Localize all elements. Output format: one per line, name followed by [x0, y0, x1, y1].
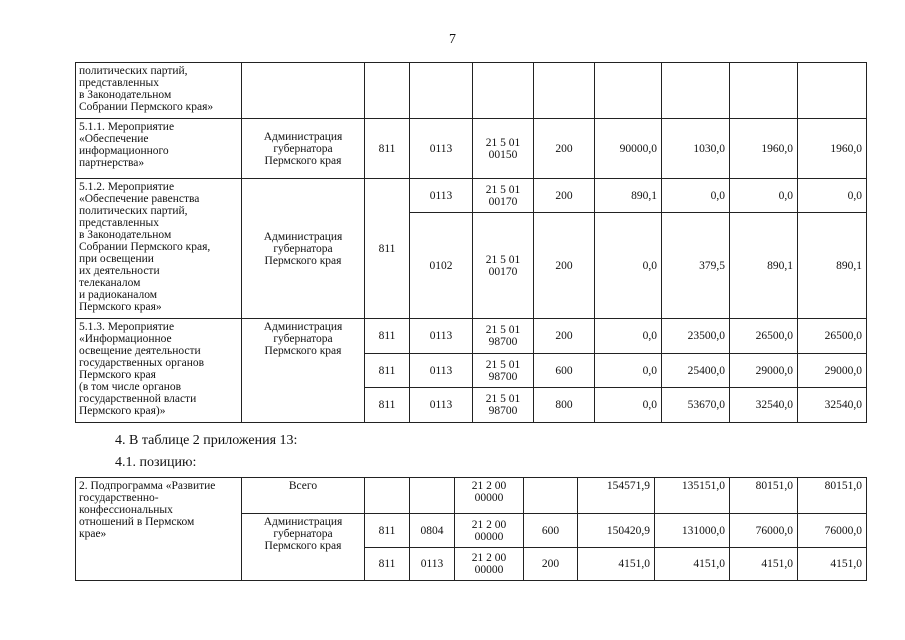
cell-v4: 0,0	[798, 179, 867, 213]
cell-section: 0804	[410, 514, 455, 548]
cell-vr: 200	[534, 179, 595, 213]
cell-vr: 800	[534, 388, 595, 423]
cell-section: 0113	[410, 548, 455, 581]
cell-v1: 0,0	[595, 354, 662, 388]
cell-v1: 4151,0	[578, 548, 655, 581]
cell-v2: 379,5	[662, 213, 730, 319]
cell-section: 0113	[410, 179, 473, 213]
cell-v2: 135151,0	[655, 478, 730, 514]
cell-v2: 53670,0	[662, 388, 730, 423]
cell-v1: 154571,9	[578, 478, 655, 514]
cell-csr: 21 5 01 00150	[473, 119, 534, 179]
cell-name: 2. Подпрограмма «Развитие государственно- конфессиональных отношений в Пермском крае»	[76, 478, 242, 581]
cell-v4: 4151,0	[798, 548, 867, 581]
cell-v3: 1960,0	[730, 119, 798, 179]
table-row	[76, 119, 867, 179]
cell-csr: 21 5 01 98700	[473, 354, 534, 388]
table-row	[76, 63, 867, 119]
cell-section: 0113	[410, 319, 473, 354]
cell-v1: 890,1	[595, 179, 662, 213]
cell-org: Администрация губернатора Пермского края	[242, 514, 365, 581]
cell-code: 811	[365, 319, 410, 354]
cell-csr: 21 5 01 00170	[473, 179, 534, 213]
cell-v2: 4151,0	[655, 548, 730, 581]
cell-csr: 21 5 01 00170	[473, 213, 534, 319]
cell-v1: 0,0	[595, 388, 662, 423]
cell-vr: 200	[534, 319, 595, 354]
cell-v2: 0,0	[662, 179, 730, 213]
cell-name: 5.1.3. Мероприятие «Информационное освещение деятельности государственных органов Пермского края (в том числе органов государственной власти Пермского края)»	[76, 319, 242, 423]
cell-section: 0102	[410, 213, 473, 319]
cell-csr: 21 2 00 00000	[455, 548, 524, 581]
budget-table-2	[75, 477, 867, 581]
cell-section: 0113	[410, 119, 473, 179]
cell-v3: 80151,0	[730, 478, 798, 514]
cell-section: 0113	[410, 354, 473, 388]
cell-v4: 80151,0	[798, 478, 867, 514]
paragraph-position: 4.1. позицию:	[115, 455, 197, 470]
cell-name: 5.1.2. Мероприятие «Обеспечение равенства политических партий, представленных в Законодательном Собрании Пермского края, при освещении их деятельности телеканалом и радиоканалом Пермского края»	[76, 179, 242, 319]
cell-name: политических партий, представленных в Законодательном Собрании Пермского края»	[76, 63, 242, 119]
cell-vr: 600	[524, 514, 578, 548]
cell-v2: 25400,0	[662, 354, 730, 388]
budget-table-1	[75, 62, 867, 423]
cell-v4: 1960,0	[798, 119, 867, 179]
cell-v3: 890,1	[730, 213, 798, 319]
paragraph-table2-amendment: 4. В таблице 2 приложения 13:	[115, 433, 298, 448]
cell-code: 811	[365, 179, 410, 319]
cell-v3: 76000,0	[730, 514, 798, 548]
cell-v3: 4151,0	[730, 548, 798, 581]
cell-vr: 600	[534, 354, 595, 388]
cell-v2: 1030,0	[662, 119, 730, 179]
cell-csr: 21 5 01 98700	[473, 388, 534, 423]
cell-v4: 29000,0	[798, 354, 867, 388]
cell-code: 811	[365, 354, 410, 388]
cell-vr: 200	[534, 119, 595, 179]
table-row	[76, 319, 867, 354]
cell-csr: 21 5 01 98700	[473, 319, 534, 354]
cell-vr: 200	[524, 548, 578, 581]
cell-vr: 200	[534, 213, 595, 319]
cell-org: Всего	[242, 478, 365, 514]
cell-code: 811	[365, 119, 410, 179]
table-row	[76, 179, 867, 213]
cell-csr: 21 2 00 00000	[455, 514, 524, 548]
cell-v3: 32540,0	[730, 388, 798, 423]
cell-v3: 26500,0	[730, 319, 798, 354]
cell-v4: 890,1	[798, 213, 867, 319]
cell-code: 811	[365, 548, 410, 581]
cell-v1: 90000,0	[595, 119, 662, 179]
cell-v1: 0,0	[595, 319, 662, 354]
cell-v1: 0,0	[595, 213, 662, 319]
page-number: 7	[449, 32, 456, 47]
cell-v3: 29000,0	[730, 354, 798, 388]
cell-v4: 32540,0	[798, 388, 867, 423]
cell-section: 0113	[410, 388, 473, 423]
cell-org: Администрация губернатора Пермского края	[242, 319, 365, 423]
cell-v4: 76000,0	[798, 514, 867, 548]
cell-org: Администрация губернатора Пермского края	[242, 119, 365, 179]
cell-v1: 150420,9	[578, 514, 655, 548]
cell-csr: 21 2 00 00000	[455, 478, 524, 514]
table-row	[76, 478, 867, 514]
cell-code: 811	[365, 514, 410, 548]
cell-v4: 26500,0	[798, 319, 867, 354]
cell-name: 5.1.1. Мероприятие «Обеспечение информационного партнерства»	[76, 119, 242, 179]
cell-code: 811	[365, 388, 410, 423]
cell-v2: 23500,0	[662, 319, 730, 354]
cell-v2: 131000,0	[655, 514, 730, 548]
cell-org: Администрация губернатора Пермского края	[242, 179, 365, 319]
cell-v3: 0,0	[730, 179, 798, 213]
